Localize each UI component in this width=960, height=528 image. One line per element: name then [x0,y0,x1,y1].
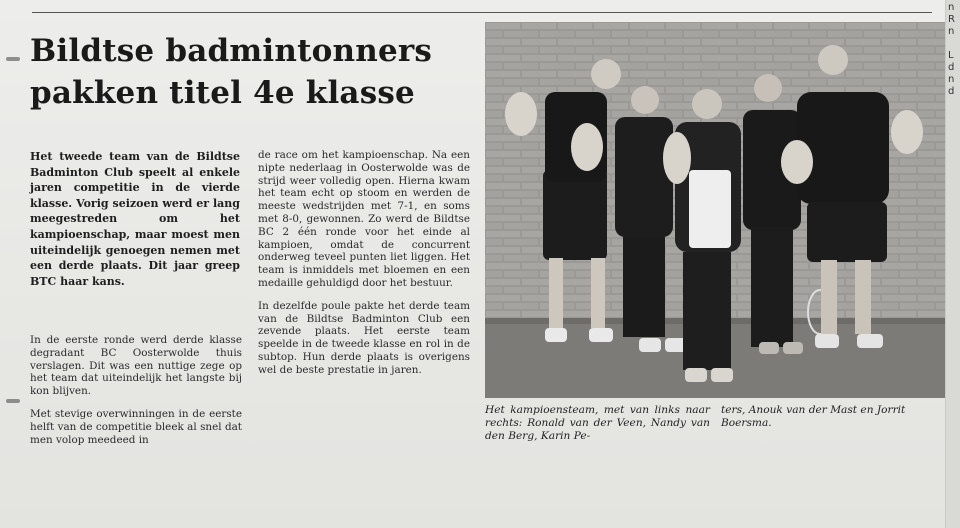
column2-paragraph-2: In dezelfde poule pakte het derde team van de Bildtse Badminton Club een zevende plaats. Het eerste team speelde in de tweede klasse en rol in de subtop. Hun derde plaats is overigens wel de beste prestatie in jaren. [258,299,470,376]
caption-part-1: Het kampioensteam, met van links naar rechts: Ronald van der Veen, Nandy van den Berg, Karin Pe- [485,404,710,442]
article-column-1 [30,334,242,456]
column1-paragraph-2: Met stevige overwinningen in de eerste helft van de competitie bleek al snel dat men volop meedeed in [30,407,242,446]
article-headline [30,30,475,114]
column2-paragraph-1: de race om het kampioenschap. Na een nipte nederlaag in Oosterwolde was de strijd weer volledig open. Hierna kwam het team echt op stoom en werden de meeste wedstrijden met 7-1, en soms met 8-0, gewonnen. Zo werd de Bildtse BC 2 één ronde voor het einde al kampioen, omdat de concurrent onderweg teveel punten liet liggen. Het team is inmiddels met bloemen en een medaille gehuldigd door het bestuur. [258,149,470,289]
team-photo [485,22,948,398]
top-rule [32,12,932,13]
headline-line-1: Bildtse badmintonners [30,33,433,69]
headline-line-2: pakken titel 4e klasse [30,75,415,111]
adjacent-page-letters: n R n L d n d [948,2,955,97]
caption-part-2: ters, Anouk van der Mast en Jorrit Boersma. [721,404,906,429]
column1-paragraph-1: In de eerste ronde werd derde klasse degradant BC Oosterwolde thuis verslagen. Dit was een nuttige zege op het team dat uiteindelijk het langste bij kon blijven. [30,334,242,398]
adjacent-page-edge [945,0,960,528]
staple-mark [6,57,20,61]
team-photo-image [485,22,948,398]
article-column-2 [258,149,470,387]
article-lead: Het tweede team van de Bildtse Badminton Club speelt al enkele jaren competitie in de vierde klasse. Vorig seizoen werd er lang meegestreden om het kampioenschap, maar moest men uiteindelijk genoegen nemen met een derde plaats. Dit jaar greep BTC haar kans. [30,150,240,288]
staple-mark [6,399,20,403]
